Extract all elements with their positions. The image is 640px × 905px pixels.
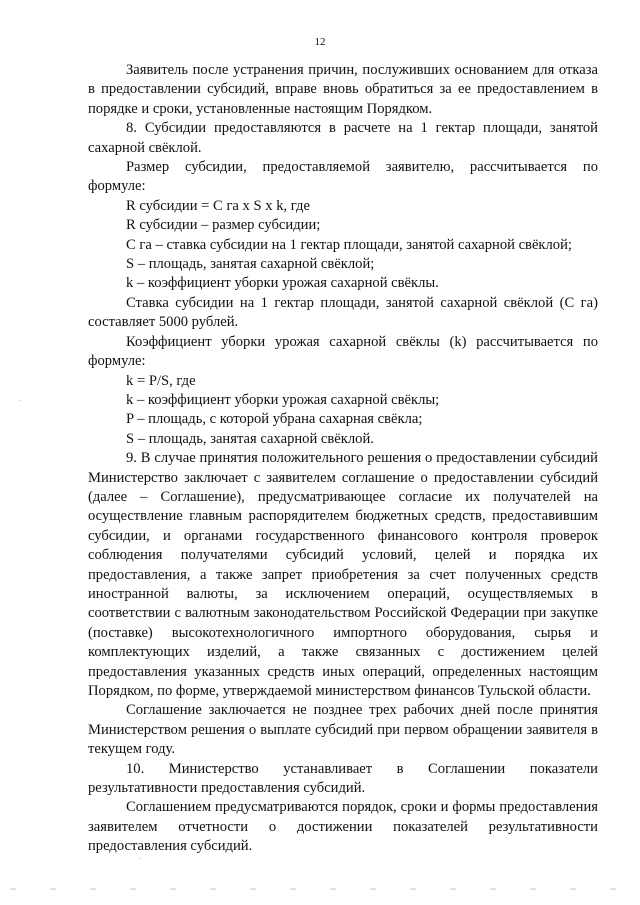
paragraph: 10. Министерство устанавливает в Соглашении показатели результативности предоставления субсидий. xyxy=(88,760,598,797)
paragraph: Заявитель после устранения причин, послуживших основанием для отказа в предоставлении субсидий, вправе вновь обратиться за ее предоставлением в порядке и сроки, установленные настоящим Порядком. xyxy=(88,62,598,117)
scan-artifact xyxy=(140,858,141,859)
formula-line: C га – ставка субсидии на 1 гектар площади, занятой сахарной свёклой; xyxy=(126,236,572,253)
formula-line: R субсидии – размер субсидии; xyxy=(126,217,321,234)
paragraph: Соглашение заключается не позднее трех рабочих дней после принятия Министерством решения о выплате субсидий при первом обращении заявителя в текущем году. xyxy=(88,702,598,758)
paragraph: 8. Субсидии предоставляются в расчете на 1 гектар площади, занятой сахарной свёклой. xyxy=(88,120,598,156)
formula-line: S – площадь, занятая сахарной свёклой; xyxy=(126,256,375,273)
document-body xyxy=(88,61,598,857)
formula-line: k – коэффициент уборки урожая сахарной свёклы; xyxy=(126,391,440,408)
paragraph: Размер субсидии, предоставляемой заявителю, рассчитывается по формуле: xyxy=(88,159,598,195)
formula-line: k = P/S, где xyxy=(126,372,196,389)
paragraph: Соглашением предусматриваются порядок, сроки и формы предоставления заявителем отчетности о достижении показателей результативности предоставления субсидий. xyxy=(88,799,598,855)
formula-line: P – площадь, с которой убрана сахарная свёкла; xyxy=(126,411,423,428)
formula-line: S – площадь, занятая сахарной свёклой. xyxy=(126,430,374,447)
page-number: 12 xyxy=(314,36,326,48)
formula-line: R субсидии = C га x S x k, где xyxy=(126,197,310,214)
scan-artifact xyxy=(10,888,630,890)
scan-artifact xyxy=(20,400,21,401)
paragraph: 9. В случае принятия положительного решения о предоставлении субсидий Министерство заключает с заявителем соглашение о предоставлении субсидий (далее – Соглашение), предусматривающее согласие их получателей на осуществление главным распорядителем бюджетных средств, предоставившим субсидии, и органами государственного финансового контроля проверок соблюдения получателями субсидий условий, целей и порядка их предоставления, а также запрет приобретения за счет полученных средств иностранной валюты, за исключением операций, осуществляемых в соответствии с валютным законодательством Российской Федерации при закупке (поставке) высокотехнологичного импортного оборудования, сырья и комплектующих изделий, а также связанных с достижением целей предоставления указанных средств иных операций, определенных настоящим Порядком, по форме, утверждаемой министерством финансов Тульской области. xyxy=(88,450,598,699)
formula-line: k – коэффициент уборки урожая сахарной свёклы. xyxy=(126,275,439,292)
paragraph: Ставка субсидии на 1 гектар площади, занятой сахарной свёклой (C га) составляет 5000 рублей. xyxy=(88,294,598,331)
paragraph: Коэффициент уборки урожая сахарной свёклы (k) рассчитывается по формуле: xyxy=(88,333,598,370)
